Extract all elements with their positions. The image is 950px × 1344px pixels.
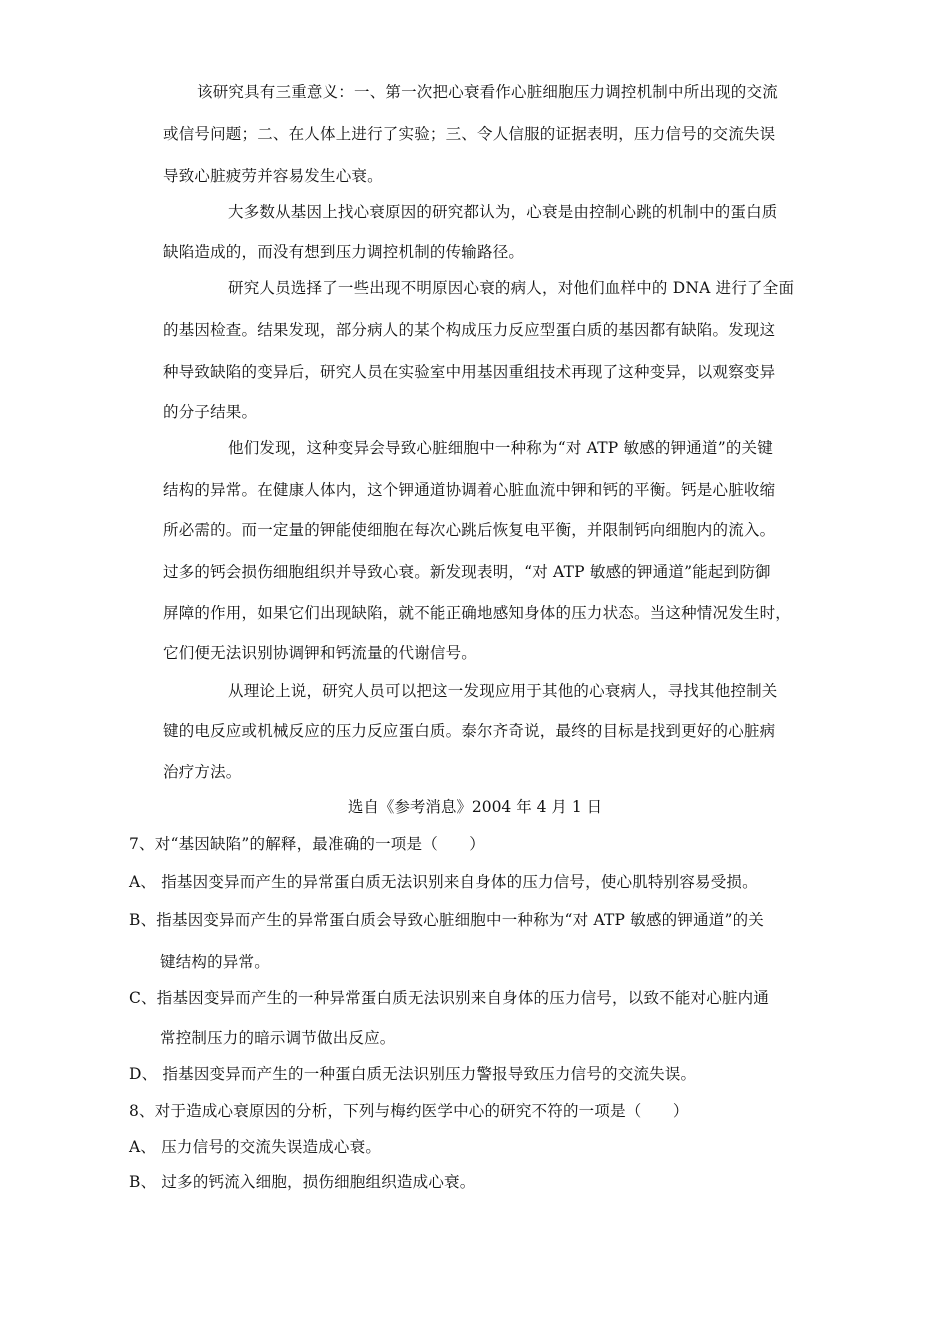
para4-line2: 结构的异常。在健康人体内，这个钾通道协调着心脏血流中钾和钙的平衡。钙是心脏收缩 xyxy=(163,481,776,499)
article-source: 选自《参考消息》2004 年 4 月 1 日 xyxy=(347,798,603,816)
para4-line6: 它们便无法识别协调钾和钙流量的代谢信号。 xyxy=(163,644,478,662)
para4-line3: 所必需的。而一定量的钾能使细胞在每次心跳后恢复电平衡，并限制钙向细胞内的流入。 xyxy=(163,521,776,539)
para2-line1: 大多数从基因上找心衰原因的研究都认为，心衰是由控制心跳的机制中的蛋白质 xyxy=(228,203,778,221)
para2-line2: 缺陷造成的，而没有想到压力调控机制的传输路径。 xyxy=(163,243,525,261)
para5-line1: 从理论上说，研究人员可以把这一发现应用于其他的心衰病人，寻找其他控制关 xyxy=(228,682,778,700)
question-8-option-a: A、 压力信号的交流失误造成心衰。 xyxy=(129,1138,382,1156)
para3-line4: 的分子结果。 xyxy=(163,403,258,421)
question-7-option-c-line1: C、指基因变异而产生的一种异常蛋白质无法识别来自身体的压力信号，以致不能对心脏内通 xyxy=(129,989,770,1007)
question-8-stem: 8、对于造成心衰原因的分析，下列与梅约医学中心的研究不符的一项是（ ） xyxy=(129,1102,689,1120)
question-7-option-c-line2: 常控制压力的暗示调节做出反应。 xyxy=(160,1029,396,1047)
question-7-option-a: A、 指基因变异而产生的异常蛋白质无法识别来自身体的压力信号，使心肌特别容易受损。 xyxy=(129,873,758,891)
question-7-option-d: D、 指基因变异而产生的一种蛋白质无法识别压力警报导致压力信号的交流失误。 xyxy=(129,1065,697,1083)
question-7-stem: 7、对“基因缺陷”的解释，最准确的一项是（ ） xyxy=(129,835,486,853)
para4-line5: 屏障的作用，如果它们出现缺陷，就不能正确地感知身体的压力状态。当这种情况发生时， xyxy=(163,604,792,622)
para1-line1: 该研究具有三重意义：一、第一次把心衰看作心脏细胞压力调控机制中所出现的交流 xyxy=(197,83,778,101)
question-8-option-b: B、 过多的钙流入细胞，损伤细胞组织造成心衰。 xyxy=(129,1173,476,1191)
para3-line3: 种导致缺陷的变异后，研究人员在实验室中用基因重组技术再现了这种变异，以观察变异 xyxy=(163,363,776,381)
question-7-option-b-line1: B、指基因变异而产生的异常蛋白质会导致心脏细胞中一种称为“对 ATP 敏感的钾通道”的关 xyxy=(129,911,765,929)
question-7-option-b-line2: 键结构的异常。 xyxy=(160,953,270,971)
para4-line4: 过多的钙会损伤细胞组织并导致心衰。新发现表明，“对 ATP 敏感的钾通道”能起到防御 xyxy=(163,563,771,581)
para1-line2: 或信号问题；二、在人体上进行了实验；三、令人信服的证据表明，压力信号的交流失误 xyxy=(163,125,776,143)
para5-line2: 键的电反应或机械反应的压力反应蛋白质。泰尔齐奇说，最终的目标是找到更好的心脏病 xyxy=(163,722,776,740)
para3-line2: 的基因检查。结果发现，部分病人的某个构成压力反应型蛋白质的基因都有缺陷。发现这 xyxy=(163,321,776,339)
para5-line3: 治疗方法。 xyxy=(163,763,242,781)
para1-line3: 导致心脏疲劳并容易发生心衰。 xyxy=(163,167,383,185)
para3-line1: 研究人员选择了一些出现不明原因心衰的病人，对他们血样中的 DNA 进行了全面 xyxy=(228,279,795,297)
para4-line1: 他们发现，这种变异会导致心脏细胞中一种称为“对 ATP 敏感的钾通道”的关键 xyxy=(228,439,773,457)
